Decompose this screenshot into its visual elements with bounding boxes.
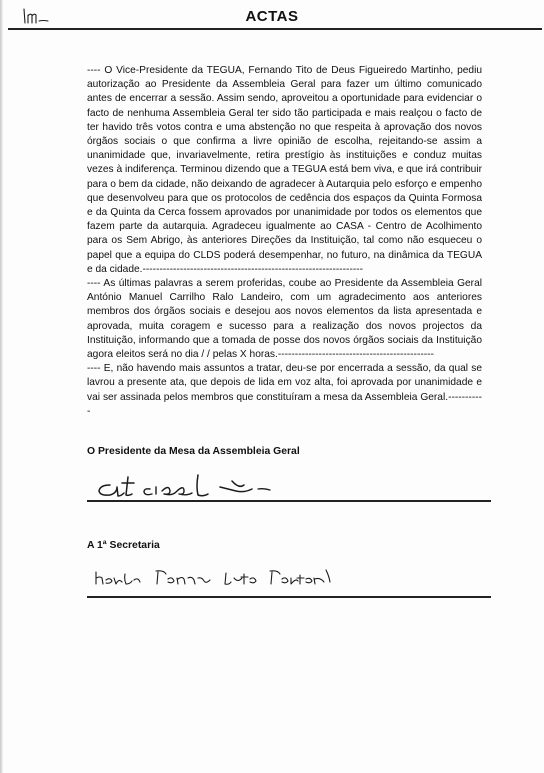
- minutes-paragraph: ---- E, não havendo mais assuntos a tratar, deu-se por encerrada a sessão, da qual se lavrou a presente ata, que depois de lida em voz alta, foi aprovada por unanimidade e vai ser assinada pelos membros que constituíram a mesa da Assembleia Geral.-----------: [87, 363, 482, 417]
- header-rule: [8, 28, 542, 30]
- minutes-paragraph: ---- O Vice-Presidente da TEGUA, Fernando Tito de Deus Figueiredo Martinho, pediu autorização ao Presidente da Assembleia Geral para fazer um último comunicado antes de encerrar a sessão. Assim sendo, aproveitou a oportunidade para evidenciar o facto de nenhuma Assembleia Geral ter sido tão participada e mais realçou o facto de ter havido três votos contra e uma abstenção no que respeita à aprovação dos novos órgãos sociais o que confirma a livre opinião de escolha, rejeitando-se assim a unanimidade que, invariavelmente, retira prestígio às instituições e conduz muitas vezes à indiferença. Terminou dizendo que a TEGUA está bem viva, e que irá contribuir para o bem da cidade, não deixando de agradecer à Autarquia pelo esforço e empenho que desenvolveu para que os protocolos de cedência dos espaços da Quinta Formosa e da Quinta da Cerca fossem aprovados por unanimidade por todos os elementos que fazem parte da autarquia. Agradeceu igualmente ao CASA - Centro de Acolhimento para os Sem Abrigo, às anteriores Direções da Instituição, tal como não esqueceu o papel que a equipa do CLDS poderá desempenhar, no futuro, na dinâmica da TEGUA e da cidade.-----------------------------------------------------------------: [87, 65, 482, 275]
- minutes-paragraph: ---- As últimas palavras a serem proferidas, coube ao Presidente da Assembleia Geral António Manuel Carrilho Ralo Landeiro, com um agradecimento aos anteriores membros dos órgãos sociais e desejou aos novos elementos da lista apresentada e aprovada, muita coragem e sucesso para a realização dos novos projectos da Instituição, informando que a tomada de posse dos novos órgãos sociais da Instituição agora eleitos será no dia / / pelas X horas.----------------------------------------------: [87, 278, 482, 361]
- scan-edge-shadow: [0, 0, 3, 773]
- minutes-body: [87, 64, 482, 419]
- secretary-signature-title: A 1ª Secretaria: [87, 540, 160, 551]
- president-signature-title: O Presidente da Mesa da Assembleia Geral: [87, 446, 300, 457]
- president-signature-line: [87, 500, 491, 502]
- secretary-signature-line: [87, 596, 491, 598]
- page-header-title: ACTAS: [245, 8, 299, 25]
- president-signature: [92, 463, 292, 501]
- secretary-signature: [92, 566, 392, 590]
